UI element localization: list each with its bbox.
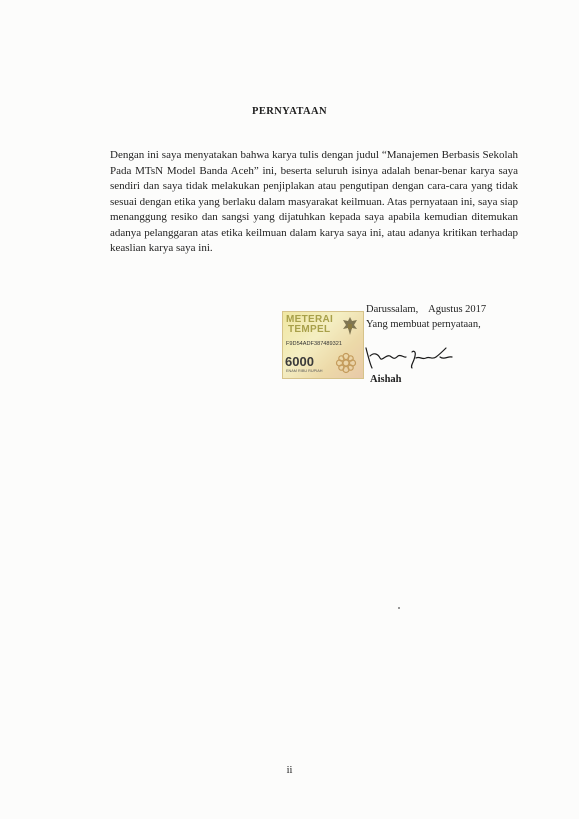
statement-paragraph: Dengan ini saya menyatakan bahwa karya tulis dengan judul “Manajemen Berbasis Sekolah Pada MTsN Model Banda Aceh” ini, beserta seluruh isinya adalah benar-benar karya saya sendiri dan saya tidak melakukan penjiplakan atau pengutipan dengan cara-cara yang tidak sesuai dengan etika yang berlaku dalam masyarakat keilmuan. Atas pernyataan ini, saya siap menanggung resiko dan sangsi yang dijatuhkan kepada saya apabila kemudian ditemukan adanya pelanggaran atas etika keilmuan dalam karya saya ini, atau adanya kritikan terhadap keaslian karya saya ini. — [110, 149, 518, 254]
page-number: ii — [286, 765, 293, 776]
stamp-line2: TEMPEL — [288, 324, 331, 335]
handwritten-signature — [360, 342, 460, 372]
ornament-icon — [335, 352, 357, 374]
stamp-value-text: ENAM RIBU RUPIAH — [286, 369, 323, 373]
garuda-emblem-icon — [341, 315, 359, 337]
signer-label: Yang membuat pernyataan, — [366, 319, 481, 330]
stamp-line1: METERAI — [286, 314, 334, 325]
signature-block — [366, 302, 486, 332]
stamp-value: 6000 — [285, 354, 314, 369]
revenue-stamp — [282, 311, 364, 379]
signer-name: Aishah — [370, 374, 402, 385]
speck — [398, 607, 400, 609]
page-title: PERNYATAAN — [252, 106, 327, 117]
place-date: Darussalam, Agustus 2017 — [366, 304, 487, 315]
stamp-serial: F9D54ADF387489321 — [286, 341, 342, 347]
